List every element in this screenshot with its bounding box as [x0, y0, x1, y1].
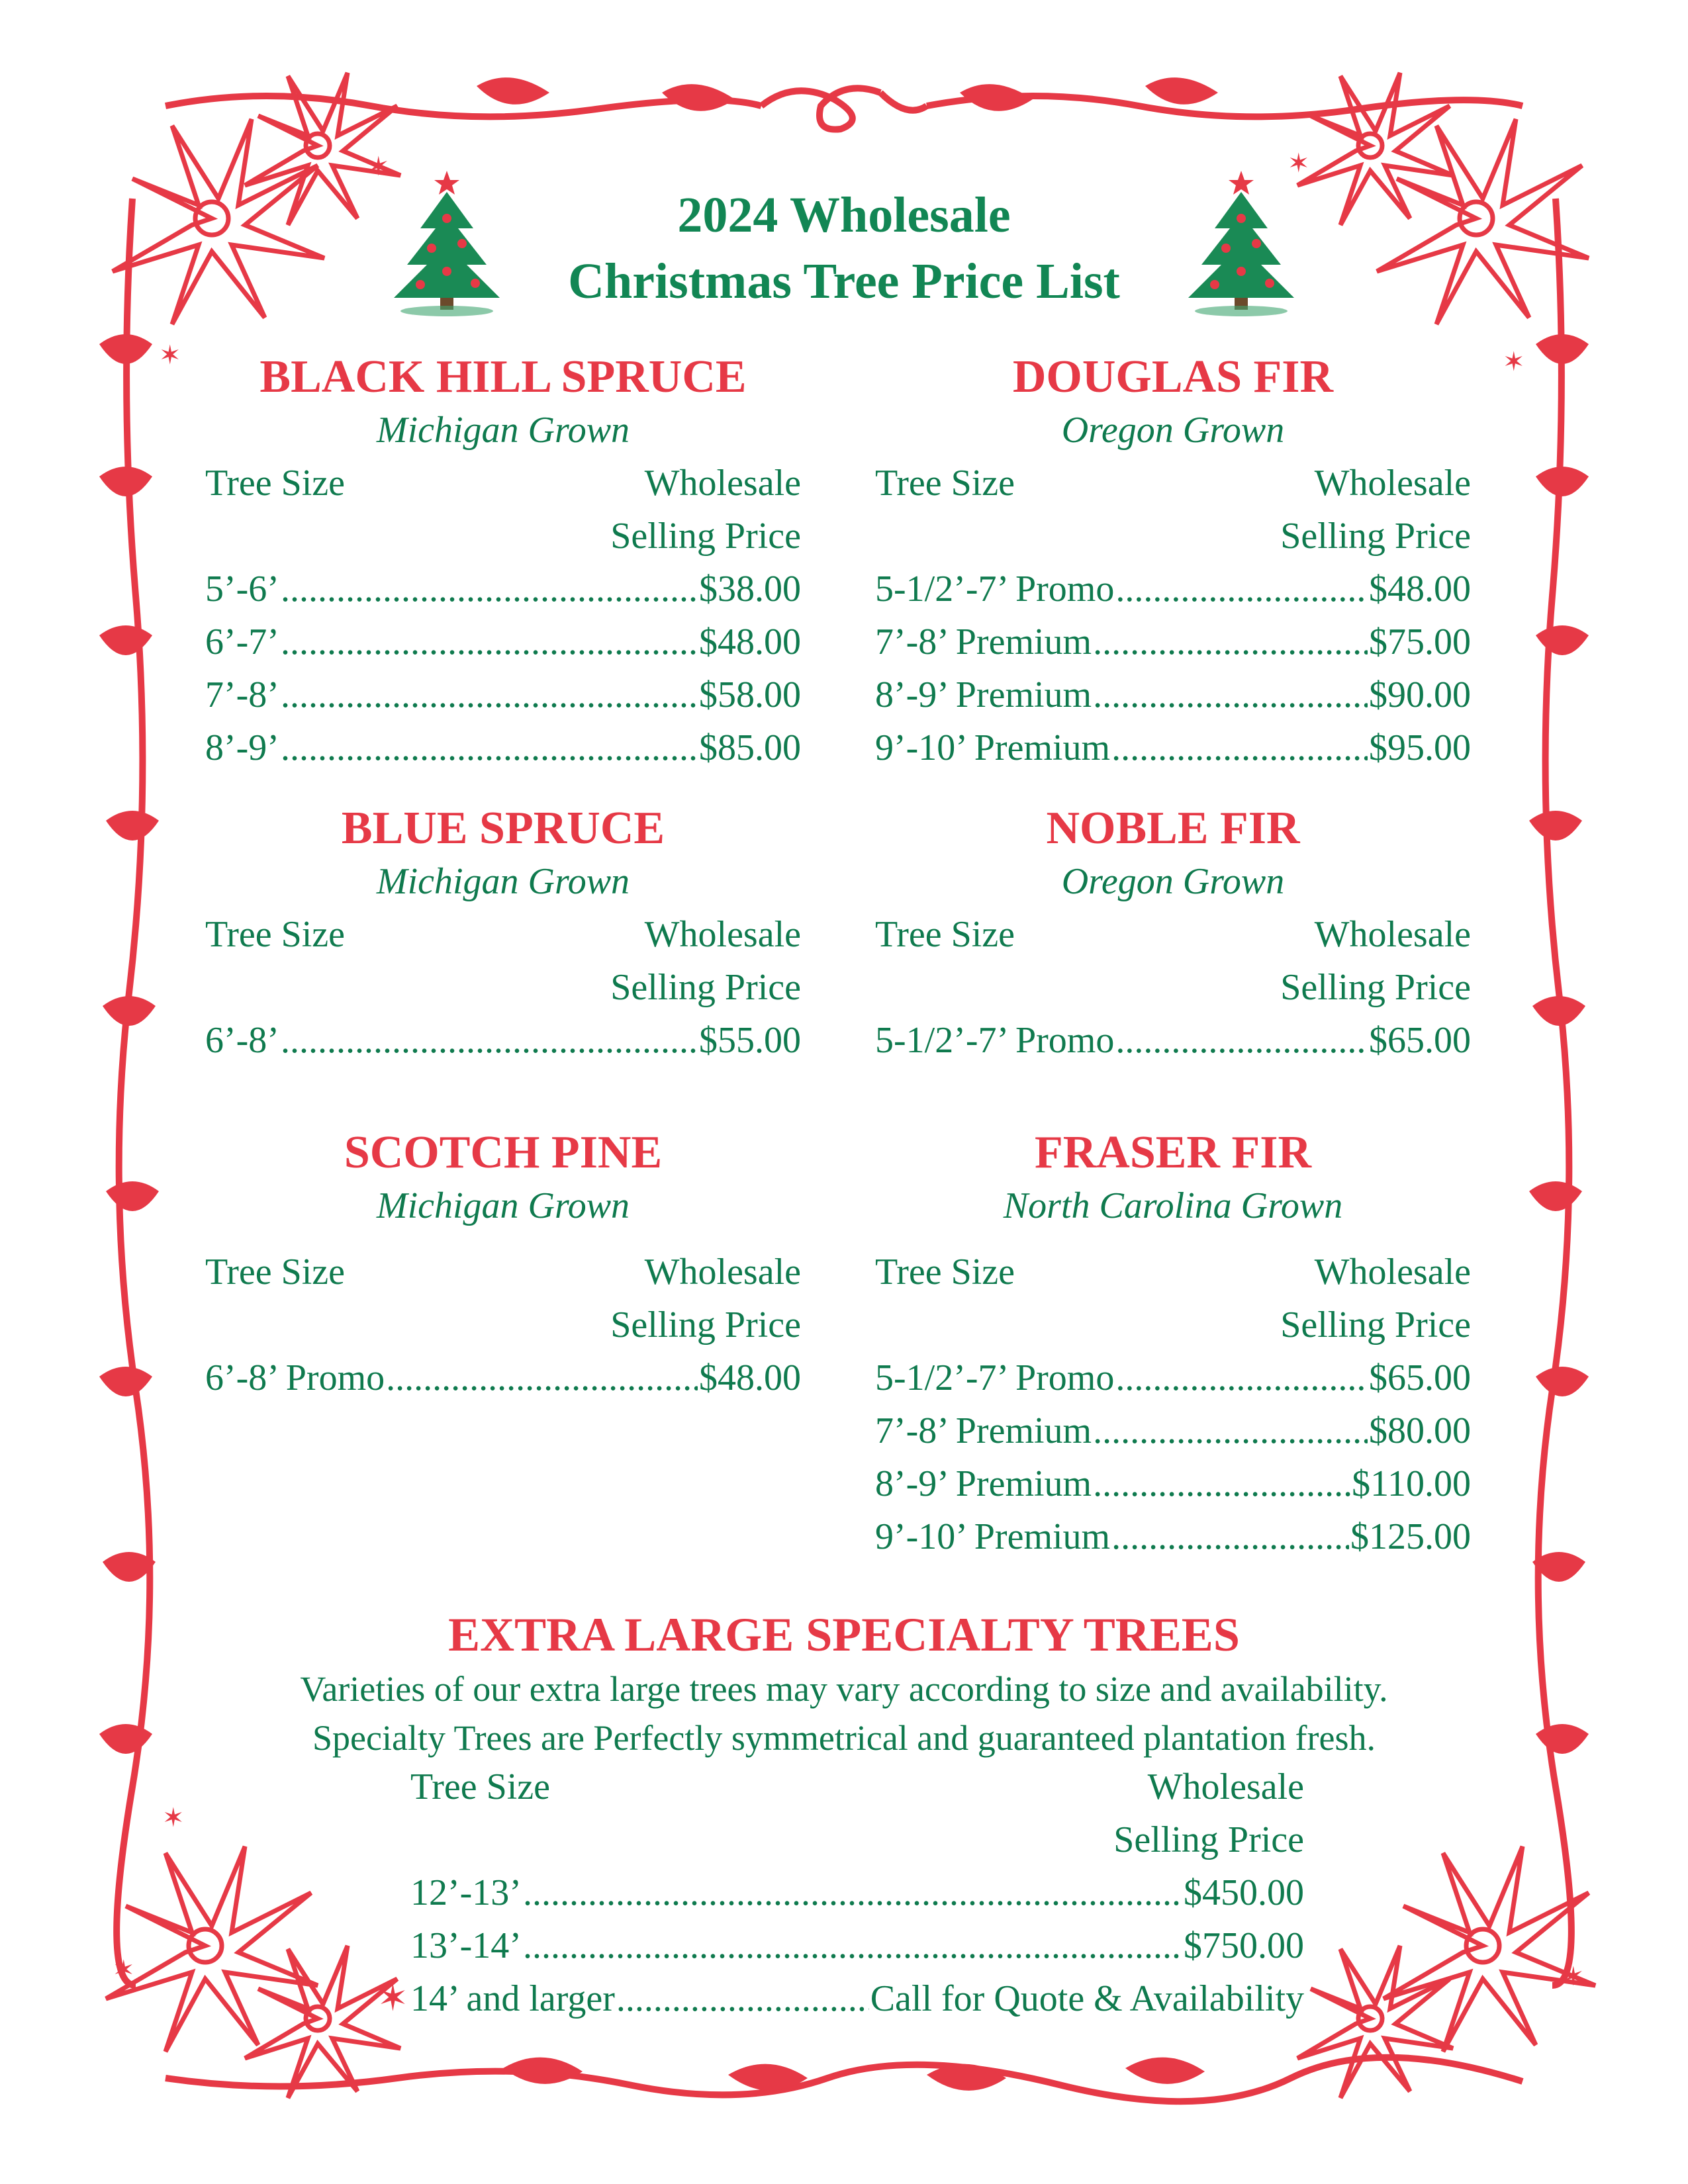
price: $65.00 [1369, 1020, 1471, 1061]
price: $90.00 [1369, 674, 1471, 715]
leader-dots [281, 668, 698, 721]
price: $85.00 [699, 727, 801, 768]
svg-text:✶: ✶ [367, 152, 390, 182]
leader-dots [1093, 1457, 1350, 1510]
leader-dots [523, 1919, 1182, 1972]
col-selling-price: Selling Price [1280, 1304, 1471, 1345]
price: $95.00 [1369, 727, 1471, 768]
leader-dots [281, 563, 698, 615]
price-row [377, 1972, 1304, 2025]
section-title: SCOTCH PINE [344, 1127, 663, 1178]
column-headers [205, 457, 801, 510]
price: $450.00 [1184, 1872, 1304, 1913]
section-title: NOBLE FIR [1046, 803, 1300, 854]
leader-dots [281, 615, 698, 668]
section-origin: Oregon Grown [1061, 861, 1285, 902]
title-line-1: 2024 Wholesale [677, 187, 1011, 243]
description-line-2: Specialty Trees are Perfectly symmetrical and guaranteed plantation fresh. [312, 1718, 1376, 1758]
price-row [410, 1866, 1304, 1919]
section-extra-large [0, 1605, 1688, 2019]
section-origin: North Carolina Grown [1003, 1185, 1343, 1226]
price: $65.00 [1369, 1357, 1471, 1398]
section-origin: Oregon Grown [1061, 410, 1285, 451]
leader-dots [1093, 615, 1368, 668]
price: $110.00 [1352, 1463, 1471, 1504]
col-wholesale: Wholesale [644, 1251, 801, 1293]
column-headers [875, 457, 1471, 510]
price-row [875, 1510, 1471, 1563]
section-origin: Michigan Grown [376, 1185, 630, 1226]
section-title: BLUE SPRUCE [341, 803, 665, 854]
section-blue-spruce [205, 802, 801, 1067]
description-line-1: Varieties of our extra large trees may vary according to size and availability. [300, 1669, 1388, 1709]
price: $48.00 [699, 1357, 801, 1398]
column-headers [205, 908, 801, 961]
price-row [205, 1351, 801, 1404]
price: $48.00 [1369, 569, 1471, 610]
col-selling-price: Selling Price [610, 1304, 801, 1345]
page-title [0, 182, 1688, 314]
leader-dots [281, 1014, 698, 1067]
title-line-2: Christmas Tree Price List [568, 253, 1120, 309]
price: Call for Quote & Availability [870, 1978, 1304, 2019]
tree-size: 13’-14’ [410, 1925, 522, 1966]
leader-dots [1111, 721, 1368, 774]
price-row [875, 1404, 1471, 1457]
tree-size: 12’-13’ [410, 1872, 522, 1913]
section-black-hill-spruce [205, 351, 801, 774]
col-wholesale: Wholesale [644, 463, 801, 504]
column-headers [875, 908, 1471, 961]
price: $80.00 [1369, 1410, 1471, 1451]
tree-size: 5-1/2’-7’ Promo [875, 1020, 1115, 1061]
price-row [205, 668, 801, 721]
svg-text:✶: ✶ [1562, 1962, 1585, 1992]
price: $48.00 [699, 621, 801, 662]
tree-size: 7’-8’ Premium [875, 621, 1092, 662]
column-headers [205, 1246, 801, 1298]
leader-dots [1093, 1404, 1368, 1457]
col-tree-size: Tree Size [205, 463, 346, 504]
col-selling-price: Selling Price [610, 516, 801, 557]
star-icon: ✶ [377, 1978, 408, 2019]
section-origin: Michigan Grown [376, 410, 630, 451]
col-tree-size: Tree Size [875, 914, 1015, 955]
tree-size: 5-1/2’-7’ Promo [875, 1357, 1115, 1398]
tree-size: 6’-7’ [205, 621, 279, 662]
col-wholesale: Wholesale [1314, 914, 1471, 955]
leader-dots [1093, 668, 1368, 721]
price-row [875, 668, 1471, 721]
section-douglas-fir [875, 351, 1471, 774]
col-tree-size: Tree Size [875, 463, 1015, 504]
tree-size: 8’-9’ Premium [875, 1463, 1092, 1504]
price-row [875, 563, 1471, 615]
col-tree-size: Tree Size [875, 1251, 1015, 1293]
section-noble-fir [875, 802, 1471, 1067]
tree-size: 5-1/2’-7’ Promo [875, 569, 1115, 610]
price-row [875, 721, 1471, 774]
col-selling-price: Selling Price [1280, 967, 1471, 1008]
price: $75.00 [1369, 621, 1471, 662]
col-wholesale: Wholesale [644, 914, 801, 955]
tree-size: 5’-6’ [205, 569, 279, 610]
price-row [875, 1351, 1471, 1404]
price-row [205, 563, 801, 615]
col-tree-size: Tree Size [205, 1251, 346, 1293]
section-fraser-fir [875, 1126, 1471, 1563]
column-headers [875, 1246, 1471, 1298]
leader-dots [1115, 1351, 1368, 1404]
svg-text:✶: ✶ [1503, 347, 1525, 377]
price: $38.00 [699, 569, 801, 610]
tree-size: 8’-9’ Premium [875, 674, 1092, 715]
col-wholesale: Wholesale [1314, 463, 1471, 504]
price: $55.00 [699, 1020, 801, 1061]
leader-dots [616, 1972, 869, 2025]
section-title: BLACK HILL SPRUCE [259, 351, 747, 402]
section-title: FRASER FIR [1034, 1127, 1312, 1178]
section-scotch-pine [205, 1126, 801, 1404]
price-row [875, 1014, 1471, 1067]
price-row [875, 1457, 1471, 1510]
leader-dots [281, 721, 698, 774]
svg-text:✶: ✶ [162, 1803, 185, 1833]
section-title: DOUGLAS FIR [1012, 351, 1334, 402]
col-tree-size: Tree Size [205, 914, 346, 955]
price-row [410, 1919, 1304, 1972]
svg-text:✶: ✶ [1288, 148, 1310, 179]
section-title: EXTRA LARGE SPECIALTY TREES [448, 1608, 1240, 1661]
col-selling-price: Selling Price [1280, 516, 1471, 557]
svg-text:✶: ✶ [113, 1955, 135, 1985]
col-selling-price: Selling Price [1113, 1819, 1304, 1860]
price-row [205, 1014, 801, 1067]
column-headers [410, 1760, 1304, 1813]
col-wholesale: Wholesale [1147, 1766, 1304, 1807]
price-row [205, 721, 801, 774]
leader-dots [1115, 563, 1368, 615]
leader-dots [1115, 1014, 1368, 1067]
price: $58.00 [699, 674, 801, 715]
leader-dots [386, 1351, 698, 1404]
extra-large-table [377, 1760, 1304, 2025]
svg-text:✶: ✶ [159, 340, 181, 371]
tree-size: 6’-8’ Promo [205, 1357, 385, 1398]
tree-size: 7’-8’ [205, 674, 279, 715]
col-selling-price: Selling Price [610, 967, 801, 1008]
price: $750.00 [1184, 1925, 1304, 1966]
tree-size: 7’-8’ Premium [875, 1410, 1092, 1451]
price-row [205, 615, 801, 668]
tree-size: 6’-8’ [205, 1020, 279, 1061]
section-origin: Michigan Grown [376, 861, 630, 902]
leader-dots [523, 1866, 1182, 1919]
tree-size: 14’ and larger [410, 1978, 615, 2019]
price-row [875, 615, 1471, 668]
tree-size: 9’-10’ Premium [875, 1516, 1111, 1557]
leader-dots [1111, 1510, 1349, 1563]
tree-size: 9’-10’ Premium [875, 727, 1111, 768]
col-wholesale: Wholesale [1314, 1251, 1471, 1293]
col-tree-size: Tree Size [410, 1766, 551, 1807]
price: $125.00 [1350, 1516, 1471, 1557]
tree-size: 8’-9’ [205, 727, 279, 768]
